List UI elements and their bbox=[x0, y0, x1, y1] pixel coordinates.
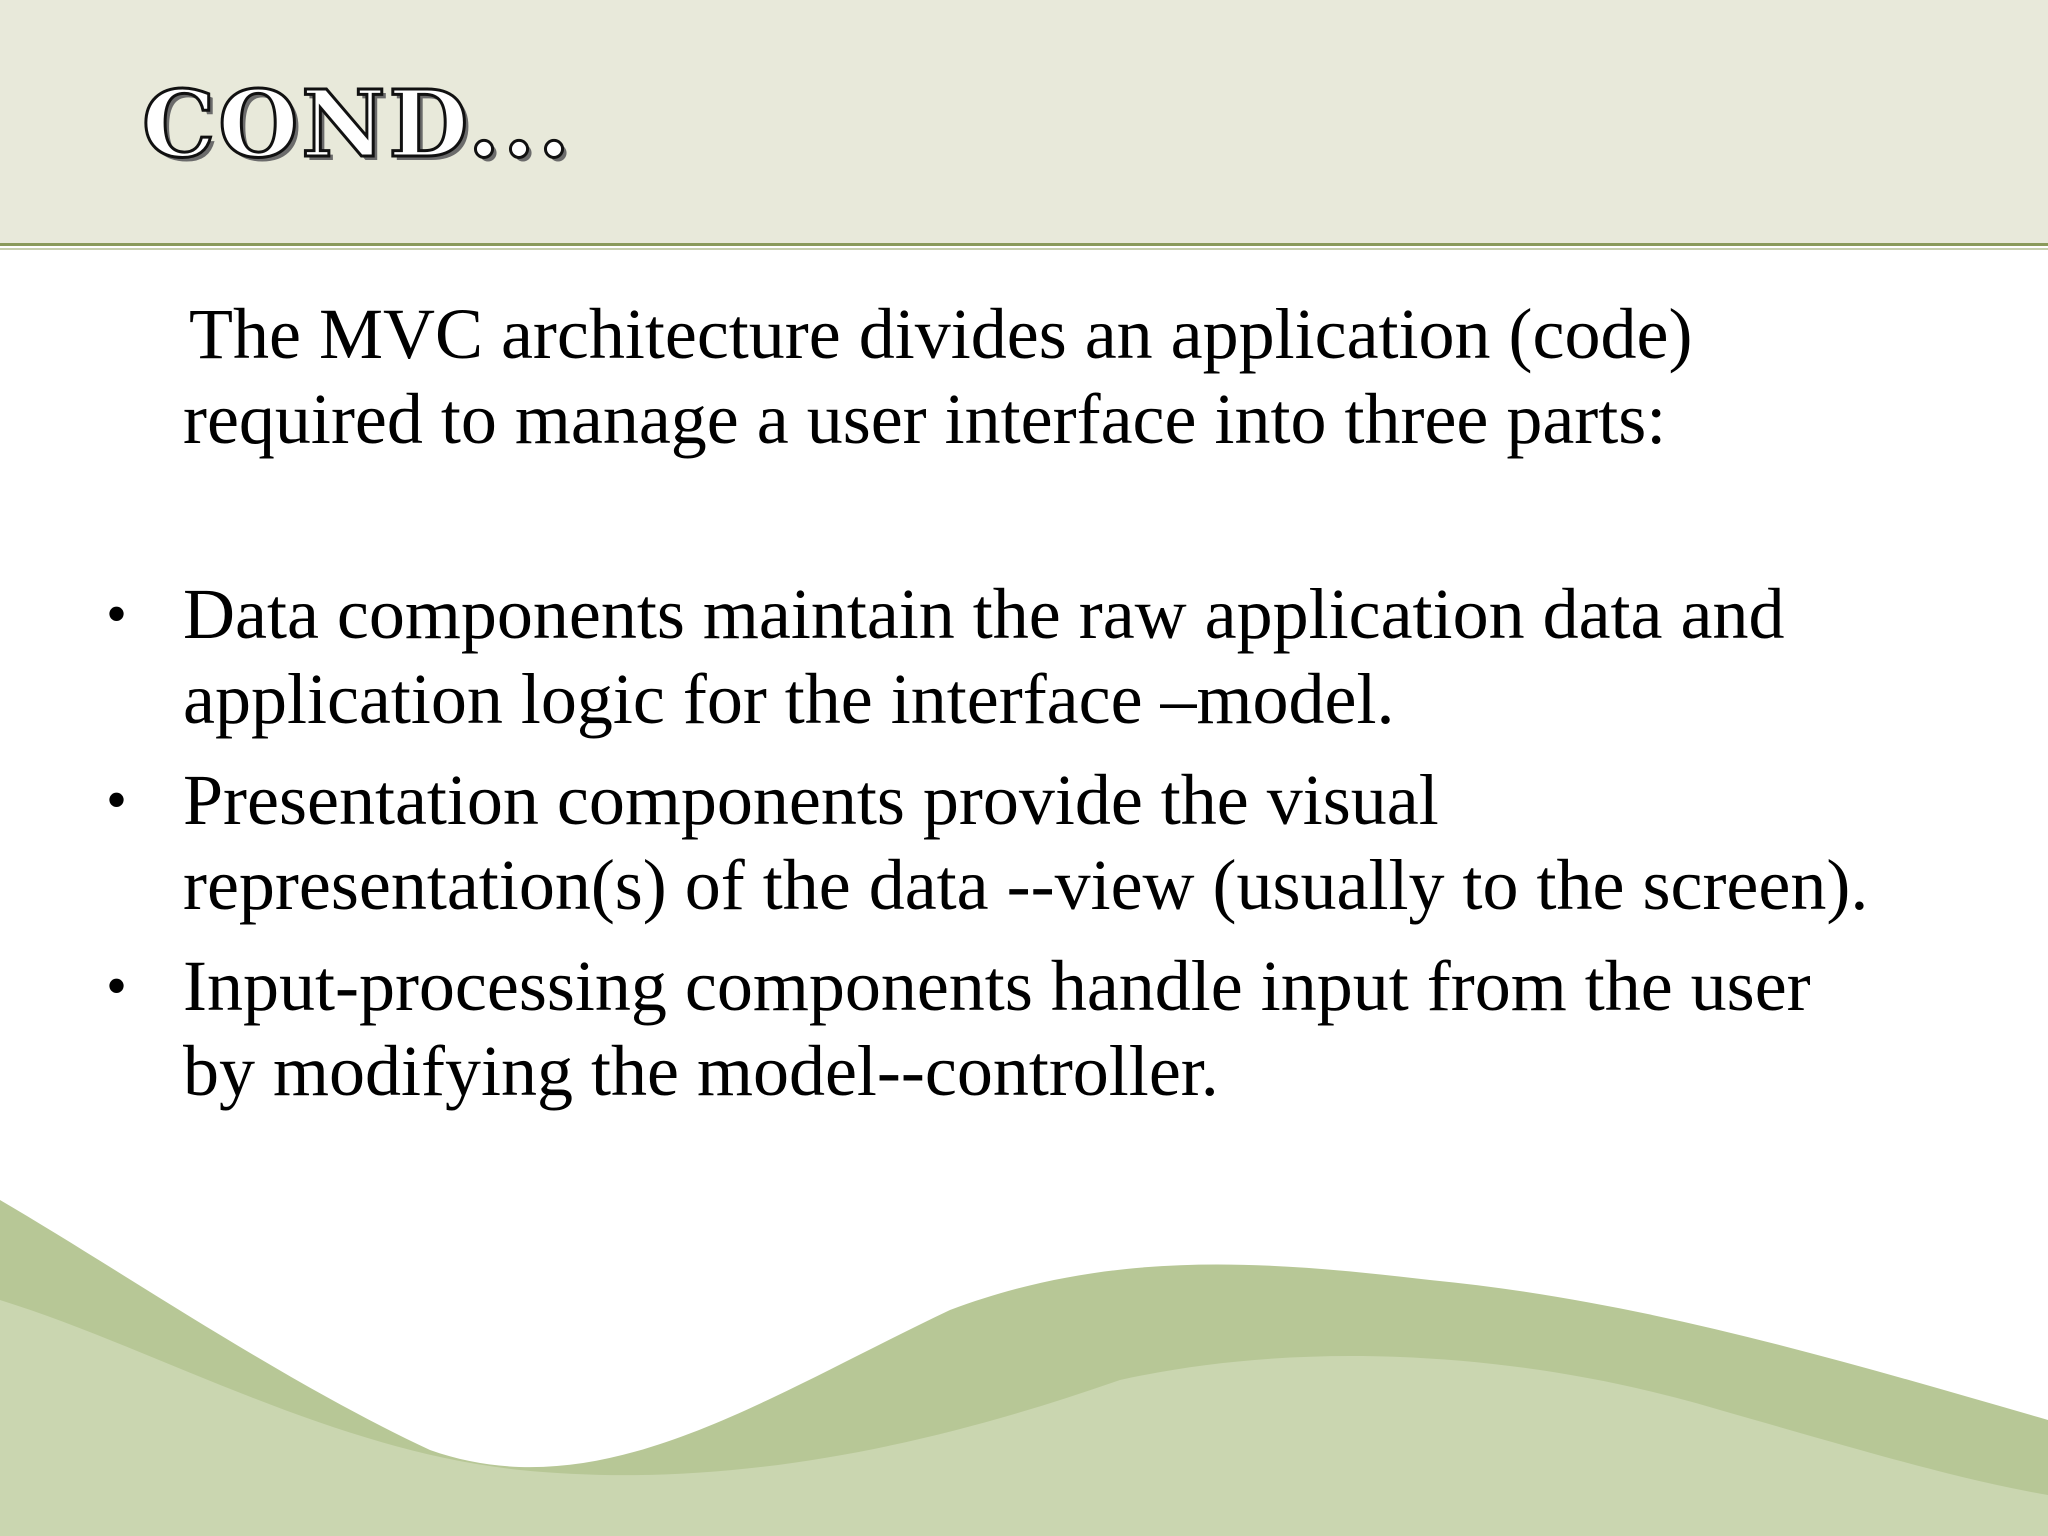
bullet-dot-icon: • bbox=[106, 953, 128, 1019]
bullet-item-model bbox=[0, 572, 1883, 742]
bullet-text-view: Presentation components provide the visual representation(s) of the data --view (usually to the screen). bbox=[183, 760, 1869, 925]
slide-title: COND... bbox=[142, 70, 574, 178]
bullet-list bbox=[0, 572, 2048, 1130]
bullet-item-view bbox=[0, 758, 1883, 928]
bullet-dot-icon: • bbox=[106, 767, 128, 833]
bullet-dot-icon: • bbox=[106, 581, 128, 647]
bullet-text-controller: Input-processing components handle input from the user by modifying the model--controller. bbox=[183, 946, 1811, 1111]
header-divider bbox=[0, 248, 2048, 250]
intro-paragraph: The MVC architecture divides an application (code) required to manage a user interface into three parts: bbox=[183, 294, 1693, 459]
bullet-item-controller bbox=[0, 944, 1883, 1114]
decorative-waves bbox=[0, 1150, 2048, 1536]
bullet-text-model: Data components maintain the raw application data and application logic for the interface –model. bbox=[183, 574, 1785, 739]
